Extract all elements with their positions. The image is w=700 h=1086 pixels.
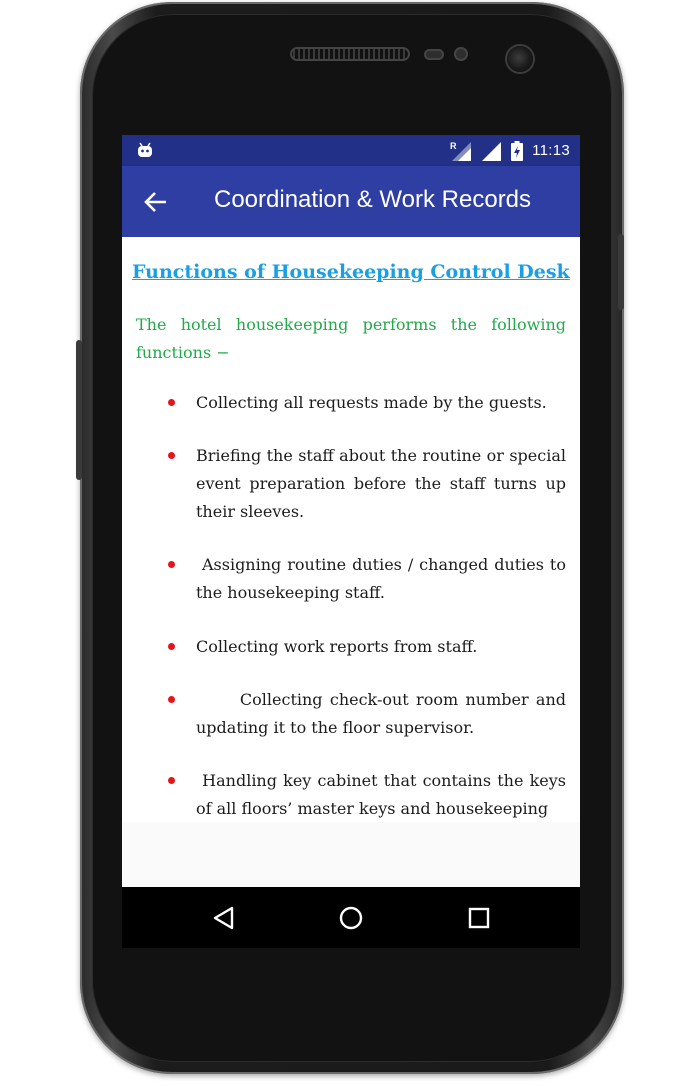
app-bar bbox=[122, 166, 580, 237]
list-item-text: Briefing the staff about the routine or special event preparation before the staff turns up their sleeves. bbox=[196, 446, 566, 521]
bullet-dot bbox=[168, 561, 175, 568]
volume-button bbox=[76, 340, 82, 480]
list-item-text: Collecting all requests made by the guests. bbox=[196, 393, 547, 412]
article-content[interactable] bbox=[122, 237, 580, 822]
status-bar bbox=[122, 135, 580, 166]
bullet-dot bbox=[168, 452, 175, 459]
content-background bbox=[122, 822, 580, 887]
arrow-left-icon[interactable] bbox=[142, 188, 170, 216]
proximity-sensor bbox=[424, 49, 444, 60]
list-item-text: Handling key cabinet that contains the keys of all floors’ master keys and housekeeping bbox=[196, 771, 572, 818]
list-item-text: Collecting work reports from staff. bbox=[196, 637, 478, 656]
light-sensor bbox=[454, 47, 468, 61]
status-time: 11:13 bbox=[532, 142, 570, 159]
article-heading-link[interactable]: Functions of Housekeeping Control Desk bbox=[132, 261, 570, 283]
roaming-badge: R bbox=[450, 140, 457, 151]
battery-charging-icon bbox=[510, 140, 524, 162]
bullet-dot bbox=[168, 777, 175, 784]
signal-roaming-icon bbox=[450, 140, 472, 162]
system-navigation-bar bbox=[122, 887, 580, 948]
android-debug-icon bbox=[136, 142, 154, 158]
bullet-dot bbox=[168, 399, 175, 406]
intro-paragraph: The hotel housekeeping performs the following functions − bbox=[136, 315, 566, 362]
phone-screen bbox=[122, 135, 580, 948]
bullet-dot bbox=[168, 696, 175, 703]
front-camera bbox=[507, 46, 533, 72]
bullet-dot bbox=[168, 643, 175, 650]
power-button bbox=[618, 234, 624, 310]
list-item-text: Collecting check-out room number and updating it to the floor supervisor. bbox=[196, 690, 572, 737]
page-title: Coordination & Work Records bbox=[214, 186, 532, 213]
nav-recents-icon[interactable] bbox=[462, 901, 496, 935]
nav-back-icon[interactable] bbox=[207, 901, 241, 935]
nav-home-icon[interactable] bbox=[334, 901, 368, 935]
wifi-signal-icon bbox=[480, 140, 502, 162]
list-item-text: Assigning routine duties / changed duties to the housekeeping staff. bbox=[196, 555, 572, 602]
earpiece-speaker bbox=[290, 47, 410, 61]
